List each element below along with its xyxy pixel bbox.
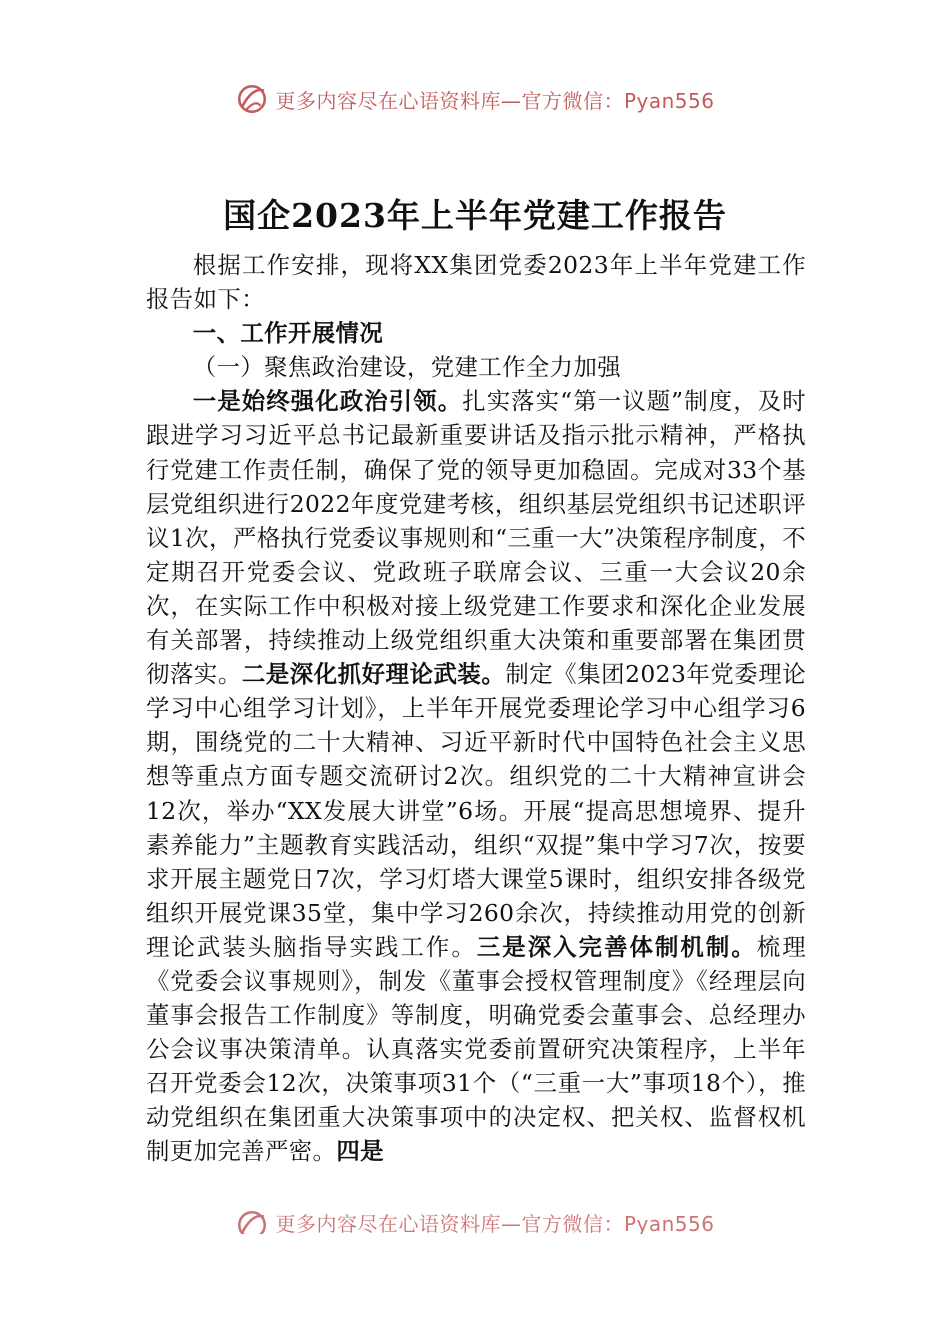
- intro-paragraph: 根据工作安排，现将XX集团党委2023年上半年党建工作报告如下：: [146, 251, 806, 314]
- body-political-guidance: 扎实落实“第一议题”制度，及时跟进学习习近平总书记最新重要讲话及指示批示精神，严格执行党建工作责任制，确保了党的领导更加稳固。完成对33个基层党组织进行2022年度党建考核，组织基层党组织书记述职评议1次，严格执行党委议事规则和“三重一大”决策程序制度，不定期召开党委会议、党政班子联席会议、三重一大会议20余次，在实际工作中积极对接上级党建工作要求和深化企业发展有关部署，持续推动上级党组织重大决策和重要部署在集团贯彻落实。: [146, 387, 806, 689]
- lead-political-guidance: 一是始终强化政治引领。: [192, 387, 463, 416]
- document-body: [146, 248, 806, 1169]
- document-title: 国企2023年上半年党建工作报告: [223, 196, 727, 235]
- watermark-footer: [0, 1208, 950, 1234]
- swirl-logo-icon: [235, 82, 269, 116]
- watermark-text: 更多内容尽在心语资料库—官方微信：Pyan556: [275, 1212, 715, 1234]
- lead-institutional-mechanism: 三是深入完善体制机制。: [476, 932, 757, 961]
- body-theory-study: 制定《集团2023年党委理论学习中心组学习计划》，上半年开展党委理论学习中心组学习6期，围绕党的二十大精神、习近平新时代中国特色社会主义思想等重点方面专题交流研讨2次。组织党的二十大精神宣讲会12次，举办“XX发展大讲堂”6场。开展“提高思想境界、提升素养能力”主题教育实践活动，组织“双提”集中学习7次，按要求开展主题党日7次，学习灯塔大课堂5课时，组织安排各级党组织开展党课35堂，集中学习260余次，持续推动用党的创新理论武装头脑指导实践工作。: [146, 660, 806, 961]
- body-institutional-mechanism: 梳理《党委会议事规则》，制发《董事会授权管理制度》《经理层向董事会报告工作制度》等制度，明确党委会董事会、总经理办公会议事决策清单。认真落实党委前置研究决策程序，上半年召开党委会12次，决策事项31个（“三重一大”事项18个），推动党组织在集团重大决策事项中的决定权、把关权、监督权机制更加完善严密。: [146, 932, 806, 1166]
- section-heading: 一、工作开展情况: [192, 319, 384, 348]
- watermark-header: [0, 82, 950, 116]
- watermark-text: 更多内容尽在心语资料库—官方微信：Pyan556: [275, 88, 715, 113]
- subsection-heading: （一）聚焦政治建设，党建工作全力加强: [192, 353, 622, 382]
- lead-theory-study: 二是深化抓好理论武装。: [241, 660, 506, 689]
- main-paragraph: [146, 384, 806, 1168]
- lead-fourth-point: 四是: [336, 1137, 384, 1166]
- swirl-logo-icon: [235, 1208, 269, 1234]
